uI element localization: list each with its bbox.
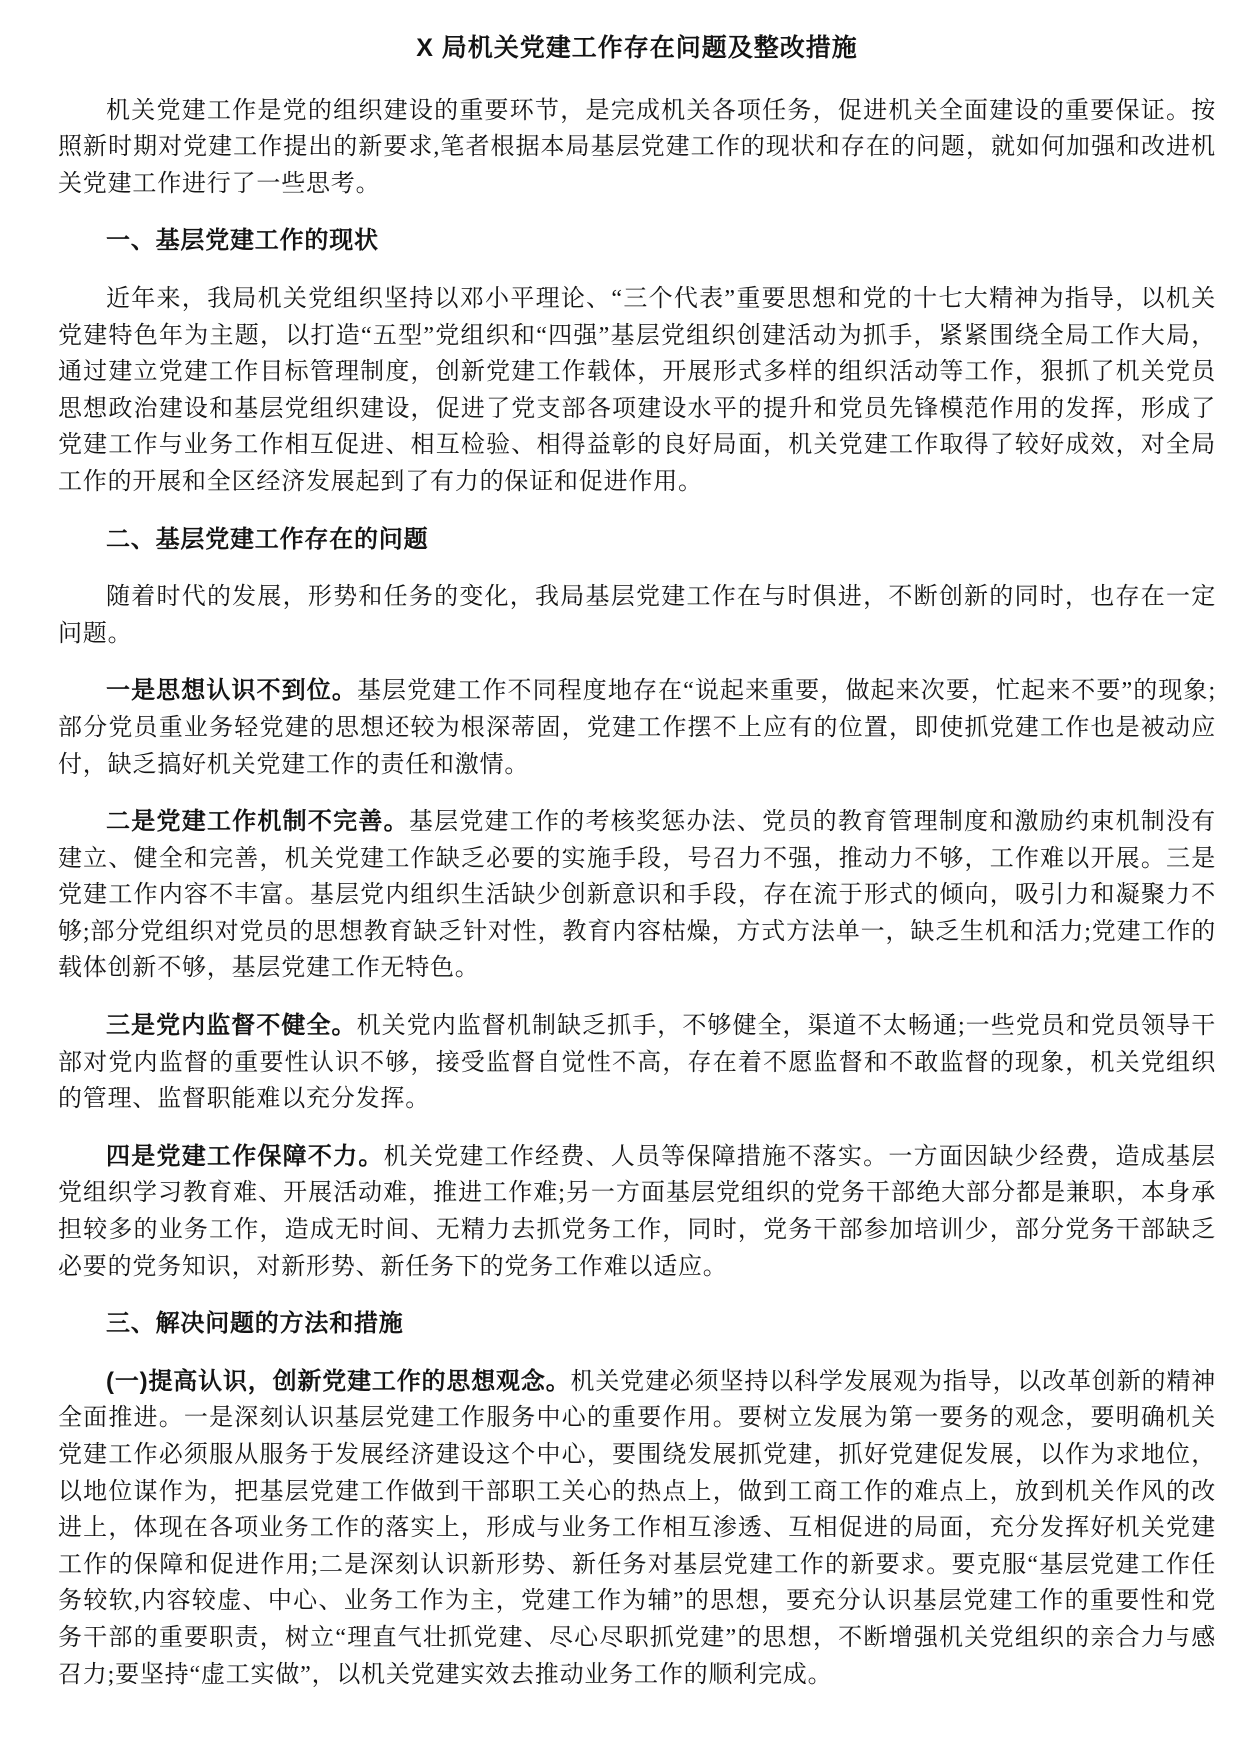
paragraph-text: 机关党建工作经费、人员等保障措施不落实。一方面因缺少经费，造成基层党组织学习教育难、开展活动难，推进工作难;另一方面基层党组织的党务干部绝大部分都是兼职，本身承担较多的业务工作，造成无时间、无精力去抓党务工作，同时，党务干部参加培训少，部分党务干部缺乏必要的党务知识，对新形势、新任务下的党务工作难以适应。 [58, 1143, 1216, 1280]
paragraph-text: 基层党建工作不同程度地存在“说起来重要，做起来次要，忙起来不要”的现象;部分党员重业务轻党建的思想还较为根深蒂固，党建工作摆不上应有的位置，即使抓党建工作也是被动应付，缺乏搞好机关党建工作的责任和激情。 [58, 678, 1216, 778]
document-title: X 局机关党建工作存在问题及整改措施 [416, 34, 858, 62]
section-heading: 三、解决问题的方法和措施 [106, 1310, 404, 1338]
paragraph [58, 673, 1216, 783]
paragraph [58, 804, 1216, 987]
paragraph [58, 1139, 1216, 1285]
paragraph-lead: (一)提高认识，创新党建工作的思想观念。 [106, 1367, 571, 1395]
paragraph-lead: 四是党建工作保障不力。 [106, 1142, 384, 1170]
paragraph [58, 93, 1216, 203]
paragraph-lead: 二是党建工作机制不完善。 [106, 808, 409, 836]
paragraph [58, 579, 1216, 652]
paragraph-text: 机关党建工作是党的组织建设的重要环节，是完成机关各项任务，促进机关全面建设的重要保证。按照新时期对党建工作提出的新要求,笔者根据本局基层党建工作的现状和存在的问题，就如何加强和改进机关党建工作进行了一些思考。 [58, 97, 1216, 197]
paragraph [58, 281, 1216, 501]
paragraph [58, 1008, 1216, 1118]
paragraph-text: 近年来，我局机关党组织坚持以邓小平理论、“三个代表”重要思想和党的十七大精神为指导，以机关党建特色年为主题，以打造“五型”党组织和“四强”基层党组织创建活动为抓手，紧紧围绕全局工作大局，通过建立党建工作目标管理制度，创新党建工作载体，开展形式多样的组织活动等工作，狠抓了机关党员思想政治建设和基层党组织建设，促进了党支部各项建设水平的提升和党员先锋模范作用的发挥，形成了党建工作与业务工作相互促进、相互检验、相得益彰的良好局面，机关党建工作取得了较好成效，对全局工作的开展和全区经济发展起到了有力的保证和促进作用。 [58, 285, 1216, 495]
paragraph-text: 随着时代的发展，形势和任务的变化，我局基层党建工作在与时俱进，不断创新的同时，也存在一定问题。 [58, 584, 1216, 647]
paragraph-text: 机关党内监督机制缺乏抓手，不够健全，渠道不太畅通;一些党员和党员领导干部对党内监督的重要性认识不够，接受监督自觉性不高，存在着不愿监督和不敢监督的现象，机关党组织的管理、监督职能难以充分发挥。 [58, 1013, 1216, 1113]
paragraph-lead: 一是思想认识不到位。 [106, 677, 357, 705]
section-heading: 一、基层党建工作的现状 [106, 227, 379, 255]
paragraph [58, 1364, 1216, 1693]
document-body [58, 93, 1216, 1694]
paragraph-text: 基层党建工作的考核奖惩办法、党员的教育管理制度和激励约束机制没有建立、健全和完善，机关党建工作缺乏必要的实施手段，号召力不强，推动力不够，工作难以开展。三是党建工作内容不丰富。基层党内组织生活缺少创新意识和手段，存在流于形式的倾向，吸引力和凝聚力不够;部分党组织对党员的思想教育缺乏针对性，教育内容枯燥，方式方法单一，缺乏生机和活力;党建工作的载体创新不够，基层党建工作无特色。 [58, 809, 1216, 982]
paragraph-text: 机关党建必须坚持以科学发展观为指导，以改革创新的精神全面推进。一是深刻认识基层党建工作服务中心的重要作用。要树立发展为第一要务的观念，要明确机关党建工作必须服从服务于发展经济建设这个中心，要围绕发展抓党建，抓好党建促发展，以作为求地位，以地位谋作为，把基层党建工作做到干部职工关心的热点上，做到工商工作的难点上，放到机关作风的改进上，体现在各项业务工作的落实上，形成与业务工作相互渗透、互相促进的局面，充分发挥好机关党建工作的保障和促进作用;二是深刻认识新形势、新任务对基层党建工作的新要求。要克服“基层党建工作任务较软,内容较虚、中心、业务工作为主，党建工作为辅”的思想，要充分认识基层党建工作的重要性和党务干部的重要职责，树立“理直气壮抓党建、尽心尽职抓党建”的思想，不断增强机关党组织的亲合力与感召力;要坚持“虚工实做”，以机关党建实效去推动业务工作的顺利完成。 [58, 1368, 1216, 1688]
paragraph-lead: 三是党内监督不健全。 [106, 1012, 357, 1040]
section-heading: 二、基层党建工作存在的问题 [106, 525, 429, 553]
